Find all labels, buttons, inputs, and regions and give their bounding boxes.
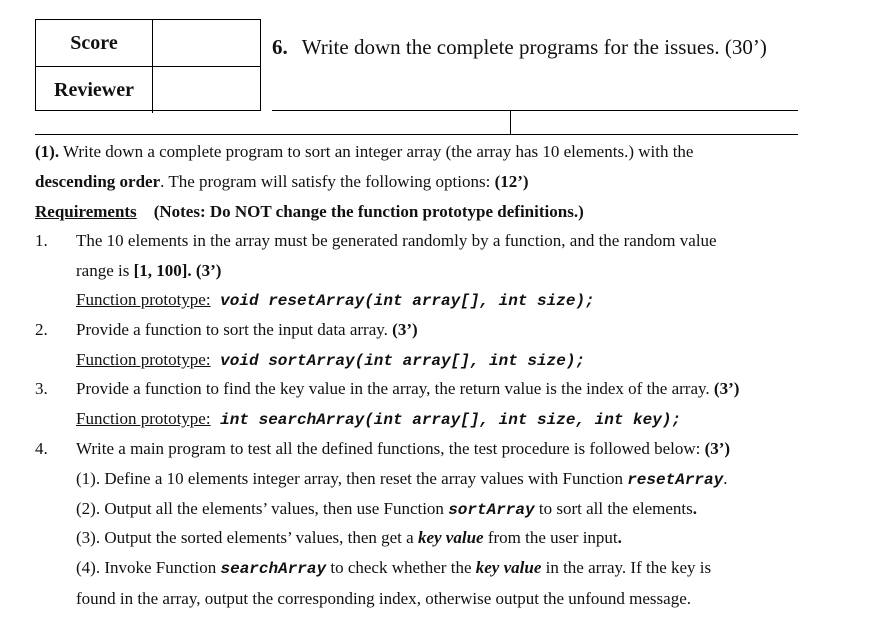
prototype-label: Function prototype: [76,290,211,309]
item-3-prototype [76,409,681,429]
requirements-line [35,202,584,222]
item-1-number: 1. [35,231,48,250]
item-4-step-2: (2). Output all the elements’ values, then use Function sortArray to sort all the elements. [76,499,698,519]
question-number: 6. [272,35,288,59]
item-4-step-3: (3). Output the sorted elements’ values, then get a key value from the user input. [76,528,622,547]
part-points: (12’) [494,172,529,191]
prototype-code: void sortArray(int array[], int size); [210,352,586,370]
function-name: resetArray [627,471,724,489]
question-text: Write down the complete programs for the issues. (30’) [301,35,767,59]
part-number: (1). [35,142,60,161]
descending-order: descending order [35,172,161,191]
score-row [36,20,260,66]
prototype-label: Function prototype: [76,350,211,369]
item-2-number: 2. [35,320,48,339]
intro-text: Write down a complete program to sort an integer array (the array has 10 elements.) with the [59,142,694,161]
key-value-term: key value [475,558,542,577]
intro-line-2 [35,172,529,192]
title-rule [272,110,798,111]
score-value-cell [153,20,260,66]
key-value-term: key value [417,528,484,547]
score-label: Score [36,20,153,66]
section-divider [510,110,511,134]
item-4-step-4: (4). Invoke Function searchArray to check whether the key value in the array. If the key is [76,558,712,578]
function-name: sortArray [448,501,535,519]
item-2-prototype [76,350,585,370]
requirements-label: Requirements [35,202,137,221]
question-title [272,35,767,60]
item-1-line-1: The 10 elements in the array must be generated randomly by a function, and the random value [76,231,717,250]
item-4-step-1: (1). Define a 10 elements integer array, then reset the array values with Function resetArray. [76,469,728,489]
reviewer-value-cell [153,67,260,113]
item-3-line-1: Provide a function to find the key value in the array, the return value is the index of the array. (3’) [76,379,740,398]
function-name: searchArray [220,560,327,578]
section-rule [35,134,798,135]
item-4-step-4-line-2: found in the array, output the corresponding index, otherwise output the unfound message. [76,589,692,608]
item-1-prototype [76,290,595,310]
prototype-code: void resetArray(int array[], int size); [210,292,595,310]
reviewer-row [36,66,260,113]
prototype-label: Function prototype: [76,409,211,428]
item-2-line-1: Provide a function to sort the input data array. (3’) [76,320,418,339]
item-4-line-1: Write a main program to test all the defined functions, the test procedure is followed below: (3’) [76,439,731,458]
intro-text-2: . The program will satisfy the following options: [160,172,495,191]
score-table [35,19,261,111]
item-1-line-2: range is [1, 100]. (3’) [76,261,222,280]
reviewer-label: Reviewer [36,67,153,113]
item-4-number: 4. [35,439,48,458]
prototype-code: int searchArray(int array[], int size, int key); [210,411,682,429]
item-3-number: 3. [35,379,48,398]
requirements-note: (Notes: Do NOT change the function prototype definitions.) [153,202,584,221]
intro-line-1 [35,142,693,162]
